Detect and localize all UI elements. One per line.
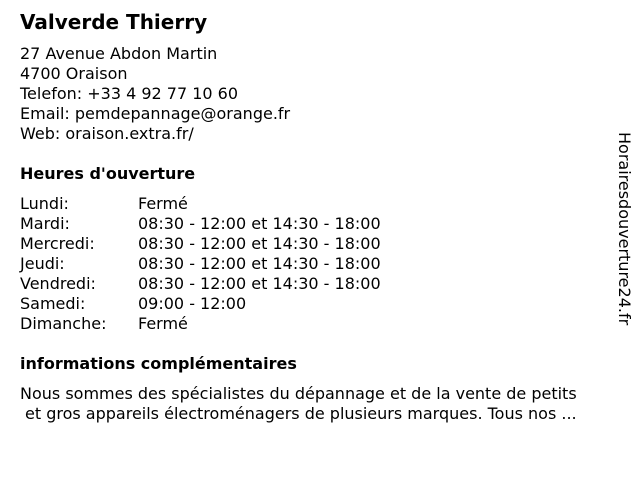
- site-watermark: Horairesdouverture24.fr: [615, 132, 634, 326]
- website: Web: oraison.extra.fr/: [20, 124, 194, 143]
- hours-row-saturday: [20, 294, 381, 314]
- email-address: Email: pemdepannage@orange.fr: [20, 104, 291, 123]
- info-line-1: Nous sommes des spécialistes du dépannage et de la vente de petits: [20, 384, 577, 403]
- hours-row-monday: [20, 194, 381, 214]
- day-hours: 09:00 - 12:00: [138, 294, 247, 313]
- business-name: Valverde Thierry: [20, 10, 208, 34]
- info-heading: informations complémentaires: [20, 354, 297, 373]
- street-address: 27 Avenue Abdon Martin: [20, 44, 218, 63]
- phone-number: Telefon: +33 4 92 77 10 60: [20, 84, 239, 103]
- day-hours: Fermé: [138, 194, 188, 213]
- day-hours: 08:30 - 12:00 et 14:30 - 18:00: [138, 234, 381, 253]
- day-label: Jeudi:: [20, 254, 65, 273]
- day-hours: 08:30 - 12:00 et 14:30 - 18:00: [138, 254, 381, 273]
- hours-row-thursday: [20, 254, 381, 274]
- hours-row-tuesday: [20, 214, 381, 234]
- info-line-2: et gros appareils électroménagers de plusieurs marques. Tous nos ...: [25, 404, 577, 423]
- day-label: Mardi:: [20, 214, 70, 233]
- day-hours: Fermé: [138, 314, 188, 333]
- contact-block: [20, 44, 290, 144]
- hours-row-wednesday: [20, 234, 381, 254]
- hours-row-sunday: [20, 314, 381, 334]
- city-address: 4700 Oraison: [20, 64, 128, 83]
- hours-heading: Heures d'ouverture: [20, 164, 196, 183]
- day-label: Dimanche:: [20, 314, 107, 333]
- day-label: Samedi:: [20, 294, 86, 313]
- hours-row-friday: [20, 274, 381, 294]
- day-label: Vendredi:: [20, 274, 96, 293]
- day-hours: 08:30 - 12:00 et 14:30 - 18:00: [138, 274, 381, 293]
- info-text: [20, 384, 632, 424]
- day-hours: 08:30 - 12:00 et 14:30 - 18:00: [138, 214, 381, 233]
- day-label: Mercredi:: [20, 234, 95, 253]
- day-label: Lundi:: [20, 194, 69, 213]
- opening-hours-table: [20, 194, 381, 334]
